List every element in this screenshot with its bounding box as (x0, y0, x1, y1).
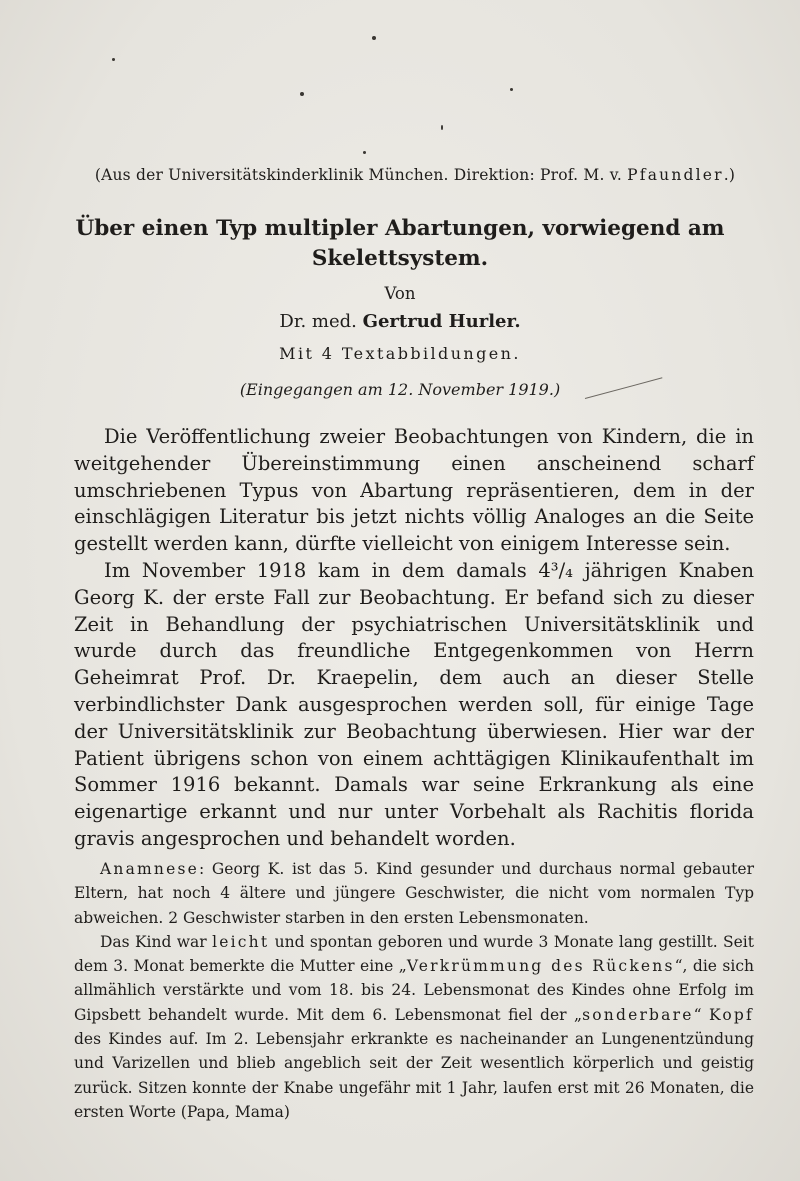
author-name: Gertrud Hurler. (362, 311, 521, 332)
byline-von: Von (384, 284, 416, 303)
institution-line: (Aus der Universitätskinderklinik München. Direktion: Prof. M. v. Pfaundler.) (94, 166, 736, 184)
anamnese-paragraph-2: Das Kind war leicht und spontan geboren und wurde 3 Monate lang gestillt. Seit dem 3. Monat bemerkte die Mutter eine „Verkrümmung des Rückens“, die sich allmählich verstärkte und vom 18. bis 24. Lebensmonat des Kindes ohne Erfolg im Gipsbett behandelt wurde. Mit dem 6. Lebensmonat fiel der „sonderbare“ Kopf des Kindes auf. Im 2. Lebensjahr erkrankte es nacheinander an Lungenentzündung und Varizellen und blieb angeblich seit der Zeit wesentlich körperlich und geistig zurück. Sitzen konnte der Knabe ungefähr mit 1 Jahr, laufen erst mit 26 Monaten, die ersten Worte (Papa, Mama) (74, 932, 755, 1121)
anamnese-section (74, 857, 754, 1124)
anamnese-paragraph-1: Anamnese: Georg K. ist das 5. Kind gesunder und durchaus normal gebauter Eltern, hat noch 4 ältere und jüngere Geschwister, die nicht vom normalen Typ abweichen. 2 Geschwister starben in den ersten Lebensmonaten. (74, 860, 754, 927)
print-speck (441, 125, 443, 130)
paragraph-1: Die Veröffentlichung zweier Beobachtungen von Kindern, die in weitgehender Übereinstimmung einen anscheinend scharf umschriebenen Typus von Abartung repräsentieren, dem in der einschlägigen Literatur bis jetzt nichts völlig Analoges an die Seite gestellt werden kann, dürfte vielleicht von einigem Interesse sein. (74, 425, 754, 556)
article-title (40, 214, 760, 274)
paragraph-2: Im November 1918 kam in dem damals 4³/₄ jährigen Knaben Georg K. der erste Fall zur Beobachtung. Er befand sich zu dieser Zeit in Behandlung der psychiatrischen Universitätsklinik und wurde durch das freundliche Entgegenkommen von Herrn Geheimrat Prof. Dr. Kraepelin, dem auch an dieser Stelle verbindlichster Dank ausgesprochen werden soll, für einige Tage der Universitätsklinik zur Beobachtung überwiesen. Hier war der Patient übrigens schon von einem achttägigen Klinikaufenthalt im Sommer 1916 bekannt. Damals war seine Erkrankung als eine eigenartige erkannt und nur unter Vorbehalt als Rachitis florida gravis angesprochen und behandelt worden. (74, 558, 754, 850)
print-speck (363, 151, 366, 154)
anamnese-label: Anamnese (100, 860, 199, 878)
received-date: (Eingegangen am 12. November 1919.) (239, 380, 561, 399)
print-speck (300, 92, 304, 96)
print-speck (372, 36, 376, 40)
print-speck (112, 58, 115, 61)
print-speck (510, 88, 513, 91)
author-line: Dr. med. Gertrud Hurler. (279, 311, 521, 332)
article-body (74, 424, 754, 853)
title-line-1: Über einen Typ multipler Abartungen, vorwiegend am (75, 216, 725, 241)
title-line-2: Skelettsystem. (311, 246, 489, 271)
figures-note: Mit 4 Textabbildungen. (279, 344, 521, 363)
